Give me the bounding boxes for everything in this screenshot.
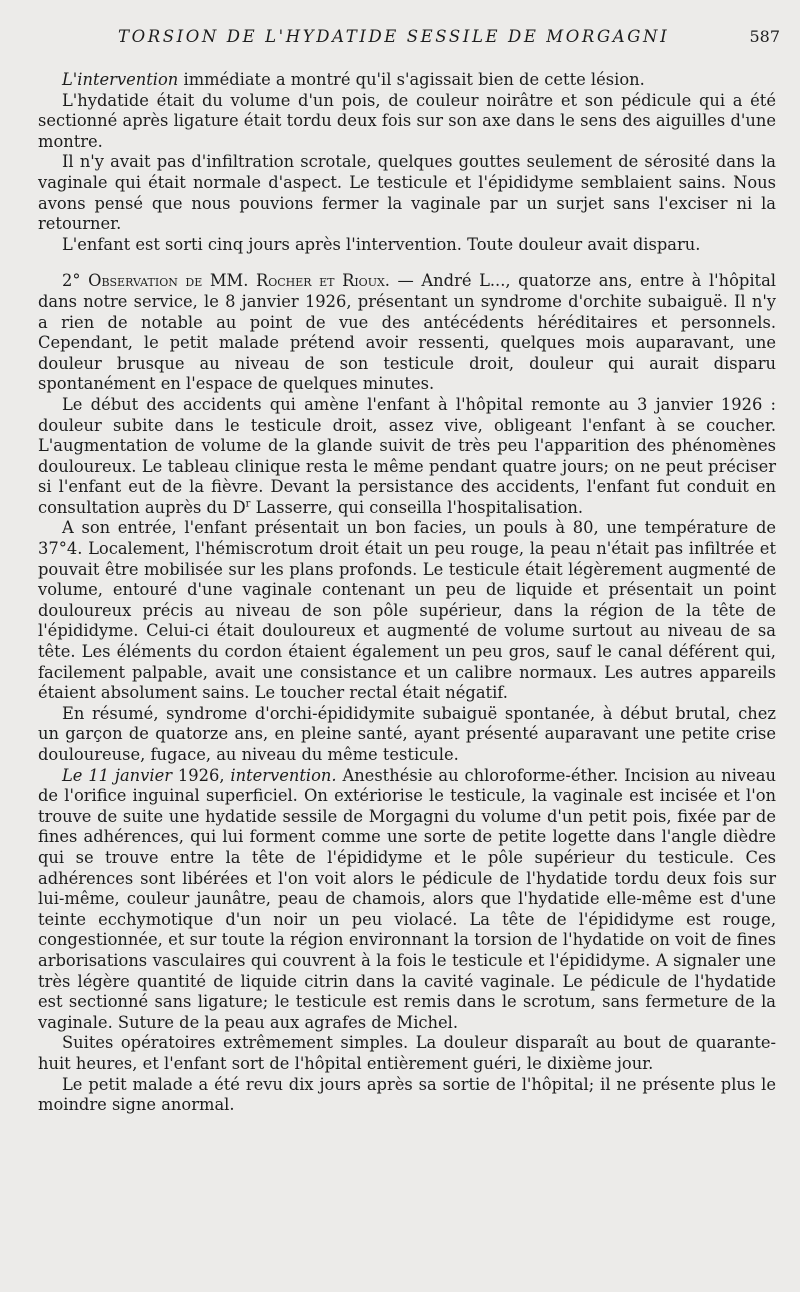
onset-text-end: Lasserre, qui conseilla l'hospitalisation. [250,497,584,517]
operation-text: Anesthésie au chloroforme-éther. Incision au niveau de l'orifice inguinal superficiel. On extériorise le testicule, la vaginale est incisée et l'on trouve de suite une hydatide sessile de Morgagni du volume d'un petit pois, fixée par de fines adhérences, qui lui forment comme une sorte de petite logette dans l'angle dièdre qui se trouve entre la tête de l'épididyme et le pôle supérieur du testicule. Ces adhérences sont libérées et l'on voit alors le pédicule de l'hydatide tordu deux fois sur lui-même, couleur jaunâtre, peau de chamois, alors que l'hydatide elle-même est d'une teinte ecchymotique d'un noir un peu violacé. La tête de l'épididyme est rouge, congestionnée, et sur toute la région environnant la torsion de l'hydatide on voit de fines arborisations vasculaires qui couvrent à la fois le testicule et l'épididyme. A signaler une très légère quantité de liquide citrin dans la cavité vaginale. Le pédicule de l'hydatide est sectionné sans ligature; le testicule est remis dans le scrotum, sans fermeture de la vaginale. Suture de la peau aux agrafes de Michel. [38,765,776,1032]
operation-date: Le 11 janvier [62,765,172,785]
paragraph-postoperative: Suites opératoires extrêmement simples. La douleur disparaît au bout de quarante-huit heures, et l'enfant sort de l'hôpital entièrement guéri, le dixième jour. [38,1033,776,1073]
paragraph-follow-up: Le petit malade a été revu dix jours après sa sortie de l'hôpital; il ne présente plus le moindre signe anormal. [38,1074,776,1115]
paragraph-summary: En résumé, syndrome d'orchi-épididymite subaiguë spontanée, à début brutal, chez un garçon de quatorze ans, en pleine santé, ayant présenté auparavant une petite crise douloureuse, fugace, au niveau du même testicule. [38,703,776,764]
operation-label: intervention. [230,765,337,785]
page-number: 587 [749,27,780,46]
paragraph-operation [38,766,776,1034]
body-text [38,70,776,1116]
running-title: TORSION DE L'HYDATIDE SESSILE DE MORGAGNI [118,27,670,46]
paragraph-onset [38,395,776,519]
doctor-superscript: r [245,498,251,510]
intervention-text: immédiate a montré qu'il s'agissait bien de cette lésion. [178,70,645,89]
paragraph-observation-2 [38,271,776,395]
observation-text: — André L..., quatorze ans, entre à l'hôpital dans notre service, le 8 janvier 1926, présentant un syndrome d'orchite subaiguë. Il n'y a rien de notable au point de vue des antécédents héréditaires et personnels. Cependant, le petit malade prétend avoir ressenti, quelques mois auparavant, une douleur brusque au niveau de son testicule droit, douleur qui aurait disparu spontanément en l'espace de quelques minutes. [38,271,776,394]
intervention-lead: L'intervention [62,70,179,89]
paragraph-findings: Il n'y avait pas d'infiltration scrotale, quelques gouttes seulement de sérosité dans la vaginale qui était normale d'aspect. Le testicule et l'épididyme semblaient sains. Nous avons pensé que nous pouvions fermer la vaginale par un surjet sans l'exciser ni la retourner. [38,152,776,234]
paragraph-admission: A son entrée, l'enfant présentait un bon facies, un pouls à 80, une température de 37°4. Localement, l'hémiscrotum droit était un peu rouge, la peau n'était pas infiltrée et pouvait être mobilisée sur les plans profonds. Le testicule était légèrement augmenté de volume, entouré d'une vaginale contenant un peu de liquide et présentait un point douloureux précis au niveau de son pôle supérieur, dans la région de la tête de l'épididyme. Celui-ci était douloureux et augmenté de volume surtout au niveau de sa tête. Les éléments du cordon étaient également un peu gros, sauf le canal déférent qui, facilement palpable, avait une consistance et un calibre normaux. Les autres appareils étaient absolument sains. Le toucher rectal était négatif. [38,518,776,703]
paragraph-hydatid-description: L'hydatide était du volume d'un pois, de couleur noirâtre et son pédicule qui a été sectionné après ligature était tordu deux fois sur son axe dans le sens des aiguilles d'une montre. [38,90,776,151]
paragraph-intervention [38,70,776,91]
observation-heading: Observation de MM. Rocher et Rioux. [88,271,390,291]
running-head [0,27,800,49]
observation-number: 2° [62,271,81,291]
paragraph-discharge: L'enfant est sorti cinq jours après l'intervention. Toute douleur avait disparu. [62,234,701,254]
operation-year: 1926, [172,765,231,785]
onset-text: Le début des accidents qui amène l'enfant à l'hôpital remonte au 3 janvier 1926 : douleur subite dans le testicule droit, assez vive, obligeant l'enfant à se coucher. L'augmentation de volume de la glande suivit de très peu l'apparition des phénomènes douloureux. Le tableau clinique resta le même pendant quatre jours; on ne peut préciser si l'enfant eut de la fièvre. Devant la persistance des accidents, l'enfant fut conduit en consultation auprès du D [38,394,776,517]
